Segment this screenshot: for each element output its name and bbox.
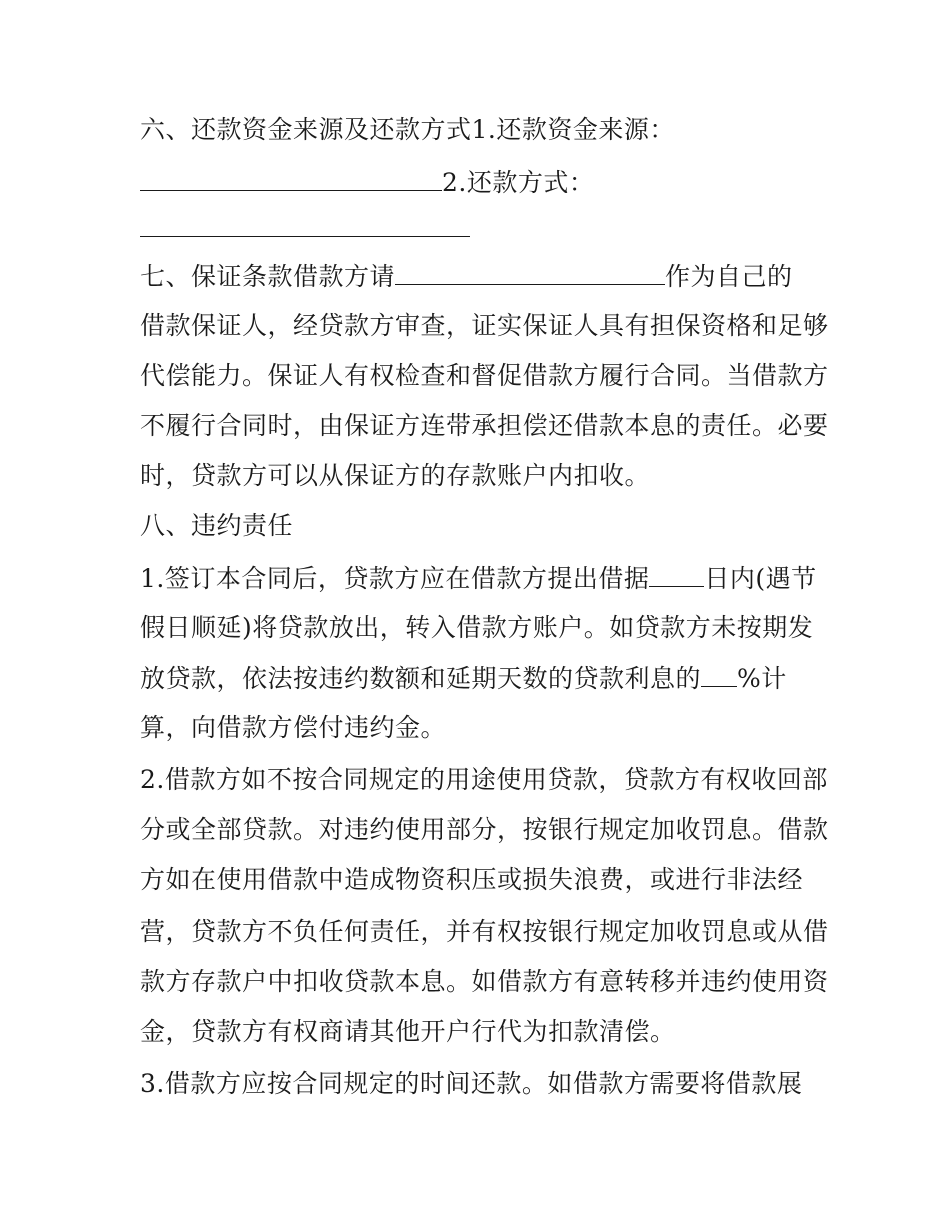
- fill-blank-repayment-method: [140, 208, 470, 237]
- paragraph-line: 借款保证人，经贷款方审查，证实保证人具有担保资格和足够: [140, 311, 829, 340]
- paragraph-line: 不履行合同时，由保证方连带承担偿还借款本息的责任。必要: [140, 411, 829, 440]
- fill-blank-fund-source: [140, 162, 442, 191]
- section-8-heading: 八、违约责任: [140, 511, 294, 540]
- section-7-heading: [140, 256, 793, 296]
- clause-8-1-line: 1.签订本合同后，贷款方应在借款方提出借据 日内(遇节: [140, 558, 817, 598]
- paragraph-line: 时，贷款方可以从保证方的存款账户内扣收。: [140, 461, 651, 490]
- paragraph-line: 方如在使用借款中造成物资积压或损失浪费，或进行非法经: [140, 865, 804, 894]
- text: 2.还款方式：: [442, 168, 595, 197]
- paragraph-line: 款方存款户中扣收贷款本息。如借款方有意转移并违约使用资: [140, 967, 829, 996]
- text: 作为自己的: [665, 262, 793, 291]
- paragraph-line: 分或全部贷款。对违约使用部分，按银行规定加收罚息。借款: [140, 815, 829, 844]
- paragraph-line: 2.借款方如不按合同规定的用途使用贷款，贷款方有权收回部: [140, 765, 828, 794]
- paragraph-line: 假日顺延)将贷款放出，转入借款方账户。如贷款方未按期发: [140, 613, 814, 642]
- paragraph-line: 3.借款方应按合同规定的时间还款。如借款方需要将借款展: [140, 1069, 803, 1098]
- paragraph-line: 金，贷款方有权商请其他开户行代为扣款清偿。: [140, 1017, 676, 1046]
- fill-blank-percent: [701, 658, 737, 687]
- clause-8-1-line: 放贷款，依法按违约数额和延期天数的贷款利息的 %计: [140, 658, 787, 698]
- section-6-line-3: [140, 208, 470, 248]
- section-6-heading: [140, 110, 675, 150]
- fill-blank-days: [649, 558, 704, 587]
- paragraph-line: 营，贷款方不负任何责任，并有权按银行规定加收罚息或从借: [140, 917, 829, 946]
- text: 七、保证条款借款方请: [140, 262, 396, 291]
- paragraph-line: 算，向借款方偿付违约金。: [140, 713, 447, 742]
- paragraph-line: 代偿能力。保证人有权检查和督促借款方履行合同。当借款方: [140, 361, 829, 390]
- section-6-line-2: [140, 162, 594, 202]
- fill-blank-guarantor: [395, 256, 665, 285]
- text: 六、还款资金来源及还款方式1.还款资金来源：: [140, 115, 675, 144]
